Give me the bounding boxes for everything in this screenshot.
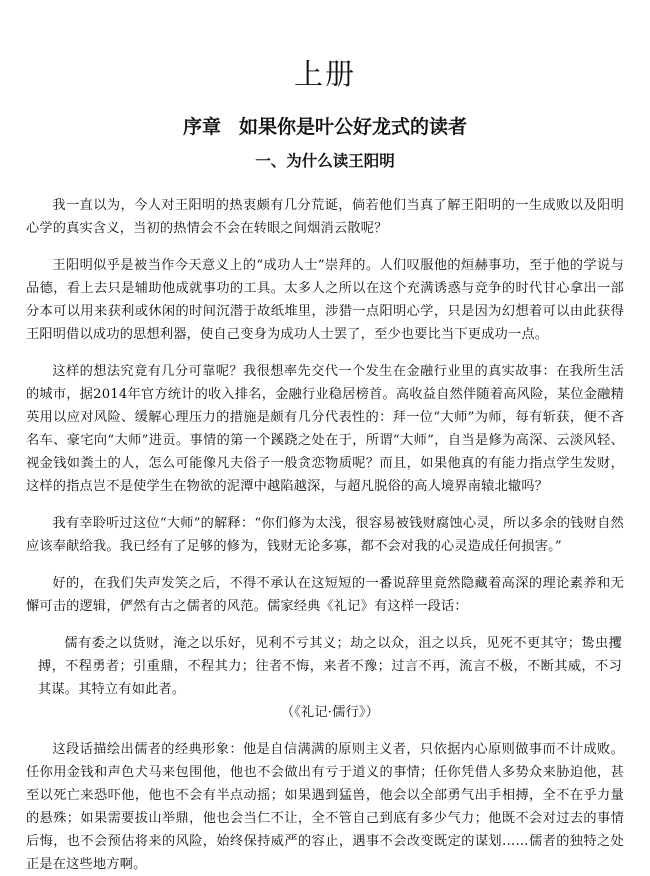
- paragraph: 这样的想法究竟有几分可靠呢？我很想率先交代一个发生在金融行业里的真实故事：在我所生活的城市，据2014年官方统计的收入排名，金融行业稳居榜首。高收益自然伴随着高风险，某位金融精英用以应对风险、缓解心理压力的措施是颇有几分代表性的：拜一位“大师”为师，每有斩获，便不吝名车、豪宅向“大师”进贡。事情的第一个蹊跷之处在于，所谓“大师”，自当是修为高深、云淡风轻、视金钱如粪土的人，怎么可能像凡夫俗子一般贪恋物质呢？而且，如果他真的有能力指点学生发财，这样的指点岂不是使学生在物欲的泥潭中越陷越深，与超凡脱俗的高人境界南辕北辙吗？: [26, 364, 624, 494]
- paragraph: 王阳明似乎是被当作今天意义上的“成功人士”崇拜的。人们叹服他的烜赫事功，至于他的学说与品德，看上去只是辅助他成就事功的工具。太多人之所以在这个充满诱惑与竞争的时代甘心拿出一部分本可以用来获利或休闲的时间沉潜于故纸堆里，涉猎一点阳明心学，只是因为幻想着可以由此获得王阳明借以成功的思想利器，使自己变身为成功人士罢了，至少也要比当下更成功一点。: [26, 258, 624, 342]
- paragraph: 我有幸聆听过这位“大师”的解释：“你们修为太浅，很容易被钱财腐蚀心灵，所以多余的钱财自然应该奉献给我。我已经有了足够的修为，钱财无论多寡，都不会对我的心灵造成任何损害。”: [26, 516, 624, 554]
- chapter-name: 如果你是叶公好龙式的读者: [239, 116, 468, 138]
- block-quote: [26, 632, 624, 724]
- quote-text: 儒有委之以货财，淹之以乐好，见利不亏其义；劫之以众，沮之以兵，见死不更其守；鸷虫攫搏，不程勇者；引重鼎，不程其力；往者不悔，来者不豫；过言不再，流言不极，不断其威，不习其谋。其特立有如此者。: [38, 636, 622, 697]
- quote-citation: （《礼记·儒行》）: [280, 705, 380, 720]
- section-title: 一、为什么读王阳明: [255, 151, 395, 170]
- paragraph: 这段话描绘出儒者的经典形象：他是自信满满的原则主义者，只依据内心原则做事而不计成败。任你用金钱和声色犬马来包围他，他也不会做出有亏于道义的事情；任你凭借人多势众来胁迫他，甚至以死亡来恐吓他，他也不会有半点动摇；如果遇到猛兽，他会以全部勇气出手相搏，全不在乎力量的悬殊；如果需要拔山举鼎，他也会当仁不让，全不管自己到底有多少气力；他既不会对过去的事情后悔，也不会预估将来的风险，始终保持威严的容止，遇事不会改变既定的谋划……儒者的独特之处正是在这些地方啊。: [26, 742, 624, 872]
- paragraph: 好的，在我们失声发笑之后，不得不承认在这短短的一番说辞里竟然隐藏着高深的理论素养和无懈可击的逻辑，俨然有古之儒者的风范。儒家经典《礼记》有这样一段话：: [26, 576, 624, 614]
- paragraph: 我一直以为，今人对王阳明的热衷颇有几分荒诞，倘若他们当真了解王阳明的一生成败以及阳明心学的真实含义，当初的热情会不会在转眼之间烟消云散呢？: [26, 198, 624, 236]
- volume-title: 上册: [293, 57, 356, 91]
- chapter-label: 序章: [182, 116, 221, 138]
- chapter-title: [26, 114, 624, 140]
